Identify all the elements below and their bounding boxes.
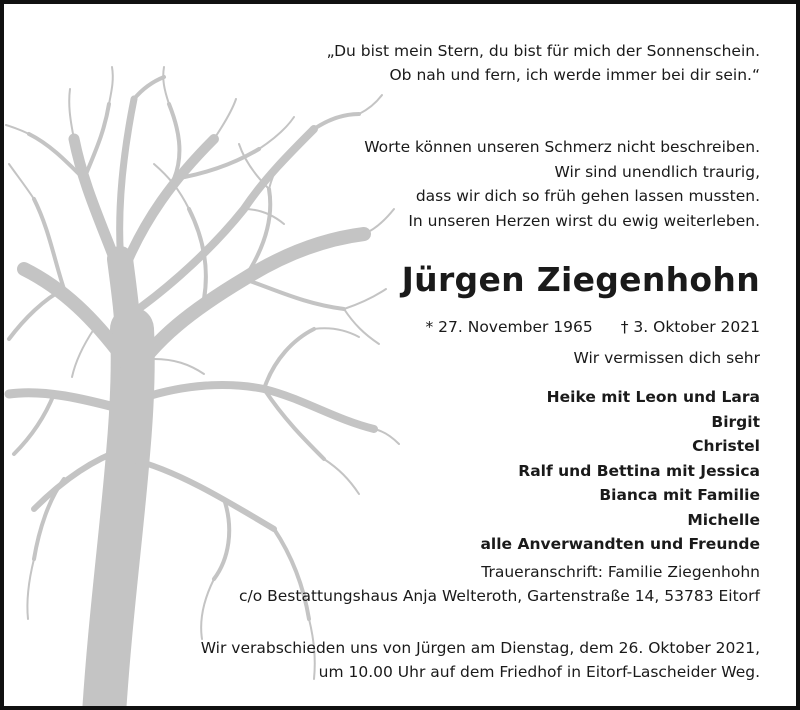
funeral-line: Wir verabschieden uns von Jürgen am Dienstag, dem 26. Oktober 2021, [200, 639, 760, 657]
birth-date: * 27. November 1965 [425, 318, 593, 336]
quote-line: „Du bist mein Stern, du bist für mich der Sonnenschein. [326, 42, 760, 60]
bare-tree-illustration [4, 59, 404, 710]
mourner-entry: Bianca mit Familie [599, 486, 760, 504]
death-date: † 3. Oktober 2021 [620, 318, 760, 336]
opening-quote [327, 40, 760, 87]
miss-text: Wir vermissen dich sehr [573, 349, 760, 367]
verse-line: dass wir dich so früh gehen lassen mussten. [415, 187, 760, 205]
funeral-line: um 10.00 Uhr auf dem Friedhof in Eitorf-Lascheider Weg. [318, 663, 760, 681]
mourner-entry: Heike mit Leon und Lara [546, 388, 760, 406]
mourner-entry: Christel [692, 437, 760, 455]
verse-text [364, 135, 760, 233]
deceased-name: Jürgen Ziegenhohn [401, 260, 760, 299]
verse-line: Wir sind unendlich traurig, [554, 162, 760, 181]
mourner-entry: Michelle [687, 510, 760, 529]
address-line: c/o Bestattungshaus Anja Welteroth, Gartenstraße 14, 53783 Eitorf [238, 587, 760, 605]
life-dates [425, 316, 760, 338]
verse-line: In unseren Herzen wirst du ewig weiterleben. [408, 211, 760, 230]
funeral-details [201, 636, 760, 684]
mourning-address [239, 560, 760, 608]
mourner-entry: Birgit [711, 412, 760, 431]
mourner-entry: alle Anverwandten und Freunde [480, 535, 760, 553]
verse-line: Worte können unseren Schmerz nicht beschreiben. [364, 138, 760, 156]
mourners-list [480, 385, 760, 557]
mourner-entry: Ralf und Bettina mit Jessica [518, 461, 760, 480]
quote-line: Ob nah und fern, ich werde immer bei dir sein.“ [389, 65, 760, 84]
address-line: Traueranschrift: Familie Ziegenhohn [481, 563, 760, 581]
